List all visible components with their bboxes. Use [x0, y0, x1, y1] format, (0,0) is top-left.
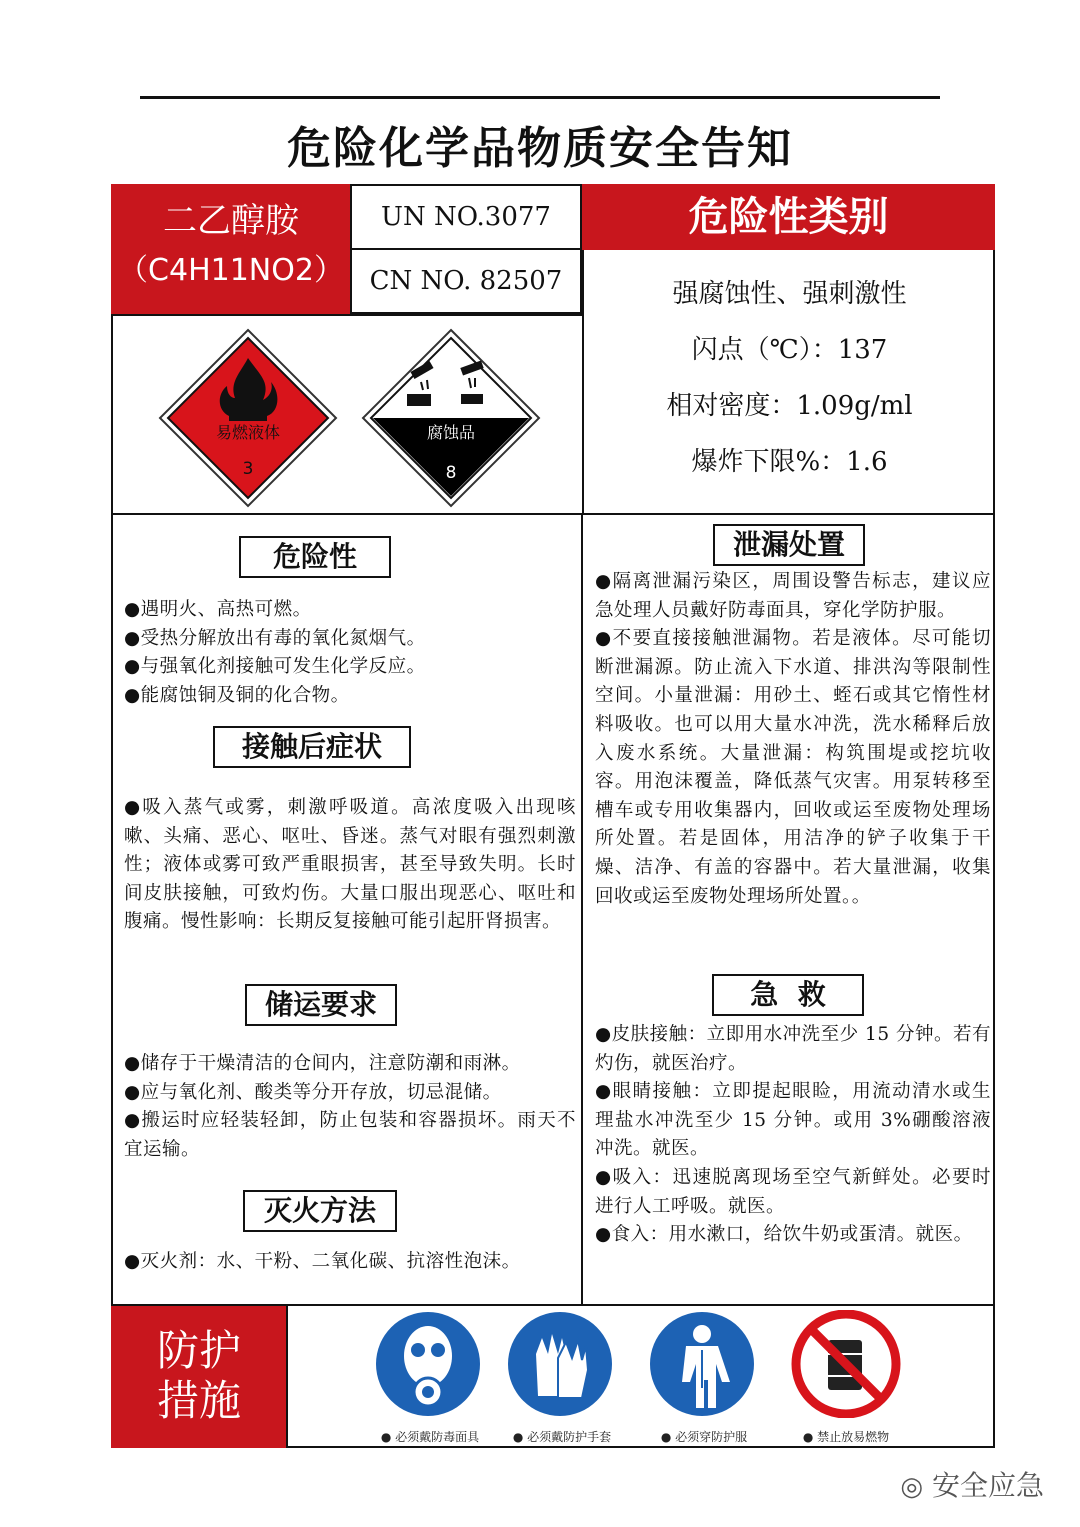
sign-caption-suit: ● 必须穿防护服 [660, 1430, 748, 1444]
property-list [582, 250, 995, 514]
property-corrosivity: 强腐蚀性、强刺激性 [672, 279, 907, 309]
gas-mask-icon [376, 1312, 480, 1416]
gloves-icon [508, 1312, 612, 1416]
leak-list [595, 568, 991, 911]
firstaid-list [595, 1021, 991, 1250]
top-rule [140, 96, 940, 99]
divider-upper [111, 513, 995, 515]
chemical-formula: （C4H11NO2） [118, 253, 344, 288]
property-explosion-limit: 爆炸下限%：1.6 [691, 447, 888, 477]
section-title-hazards: 危险性 [239, 536, 391, 578]
symptoms-paragraph: ●吸入蒸气或雾，刺激呼吸道。高浓度吸入出现咳嗽、头痛、恶心、呕吐、昏迷。蒸气对眼有强烈刺激性；液体或雾可致严重眼损害，甚至导致失明。长时间皮肤接触，可致灼伤。大量口服出现恶心、呕吐和腹痛。慢性影响：长期反复接触可能引起肝肾损害。 [124, 797, 576, 933]
list-item: ●储存于干燥清洁的仓间内，注意防潮和雨淋。 [124, 1053, 521, 1074]
protection-label-line1: 防护 [156, 1326, 241, 1375]
hazards-list [124, 596, 576, 710]
fire-text [124, 1248, 576, 1277]
list-item: ●受热分解放出有毒的氧化氮烟气。 [124, 627, 426, 649]
page-title: 危险化学品物质安全告知 [287, 123, 793, 174]
no-flammables-icon [796, 1314, 896, 1414]
list-item: ●皮肤接触：立即用水冲洗至少 15 分钟。若有灼伤，就医治疗。 [595, 1024, 991, 1074]
protection-label-line2: 措施 [156, 1376, 241, 1425]
protective-suit-icon [650, 1312, 754, 1416]
cn-number: CN NO. 82507 [350, 248, 582, 314]
list-item: ●搬运时应轻装轻卸，防止包装和容器损坏。雨天不宜运输。 [124, 1110, 576, 1160]
pictogram-number-corrosive: 8 [445, 463, 457, 483]
property-density: 相对密度：1.09g/ml [666, 391, 913, 421]
pictogram-label-corrosive: 腐蚀品 [426, 423, 476, 442]
protection-signs [290, 1310, 990, 1418]
list-item: ●吸入：迅速脱离现场至空气新鲜处。必要时进行人工呼吸。就医。 [595, 1166, 991, 1217]
list-item: ●应与氧化剂、酸类等分开存放，切忌混储。 [124, 1081, 502, 1103]
protection-label [111, 1306, 287, 1448]
fire-paragraph: ●灭火剂：水、干粉、二氧化碳、抗溶性泡沫。 [124, 1251, 521, 1272]
chemical-name: 二乙醇胺 [163, 201, 299, 241]
list-item: ●能腐蚀铜及铜的化合物。 [124, 684, 350, 706]
hazard-pictograms [111, 314, 582, 514]
section-title-leak: 泄漏处置 [713, 524, 865, 566]
flammable-liquid-pictogram [160, 330, 336, 506]
watermark [900, 1464, 1044, 1504]
section-title-fire: 灭火方法 [243, 1190, 397, 1232]
list-item: ●不要直接接触泄漏物。若是液体。尽可能切断泄漏源。防止流入下水道、排洪沟等限制性空间。小量泄漏：用砂土、蛭石或其它惰性材料吸收。也可以用大量水冲洗，洗水稀释后放入废水系统。大量泄漏：构筑围堤或挖坑收容。用泡沫覆盖，降低蒸气灾害。用泵转移至槽车或专用收集器内，回收或运至废物处理场所处置。若是固体，用洁净的铲子收集于干燥、洁净、有盖的容器中。若大量泄漏，收集回收或运至废物处理场所处置。。 [595, 628, 991, 907]
sign-caption-gas-mask: ● 必须戴防毒面具 [380, 1430, 480, 1444]
storage-list [124, 1050, 576, 1164]
list-item: ●遇明火、高热可燃。 [124, 599, 312, 620]
section-title-storage: 储运要求 [245, 984, 397, 1026]
section-title-firstaid: 急 救 [712, 974, 864, 1016]
pictogram-svg [111, 316, 582, 514]
sign-caption-no-flammables: ● 禁止放易燃物 [802, 1430, 890, 1444]
corrosive-pictogram [363, 330, 539, 506]
watermark-text: 安全应急 [931, 1469, 1044, 1502]
divider-protection [286, 1306, 288, 1448]
divider-center [581, 514, 583, 1306]
symptoms-text [124, 794, 576, 937]
list-item: ●眼睛接触：立即提起眼睑，用流动清水或生理盐水冲洗至少 15 分钟。或用 3%硼酸溶液冲洗。就医。 [595, 1081, 991, 1160]
section-title-symptoms: 接触后症状 [213, 726, 411, 768]
pictogram-number-flammable: 3 [242, 459, 254, 479]
pictogram-label-flammable: 易燃液体 [215, 423, 281, 442]
list-item: ●隔离泄漏污染区，周围设警告标志，建议应急处理人员戴好防毒面具，穿化学防护服。 [595, 571, 991, 621]
list-item: ●与强氧化剂接触可发生化学反应。 [124, 656, 426, 678]
property-flash-point: 闪点（℃）：137 [691, 335, 888, 365]
category-title: 危险性类别 [582, 184, 995, 250]
wechat-icon: ◎ [900, 1472, 924, 1502]
un-number: UN NO.3077 [350, 184, 582, 250]
sign-caption-gloves: ● 必须戴防护手套 [512, 1430, 612, 1444]
chemical-name-box [111, 184, 351, 314]
list-item: ●食入：用水漱口，给饮牛奶或蛋清。就医。 [595, 1224, 973, 1246]
